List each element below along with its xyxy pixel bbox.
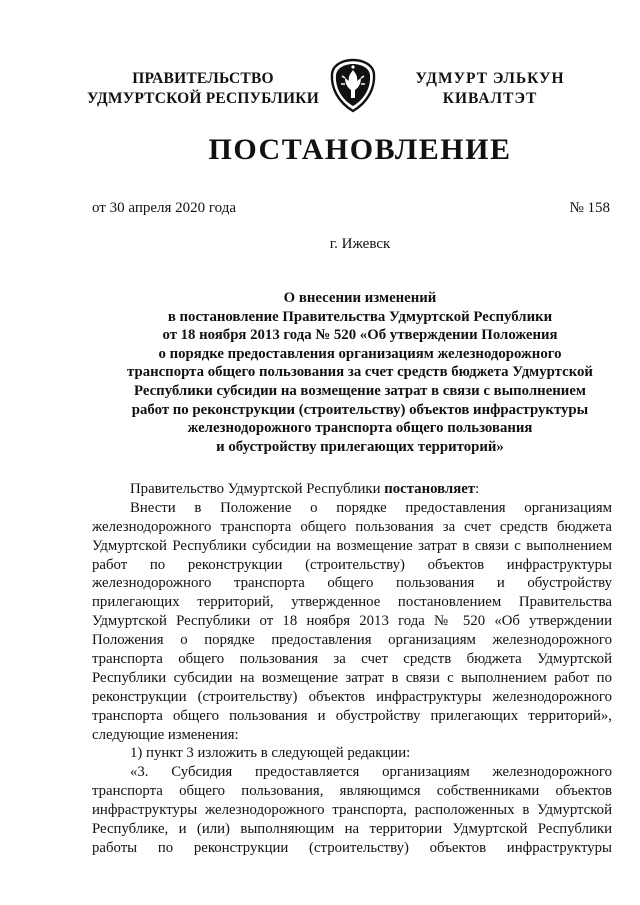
paragraph-line-last: следующие изменения:: [92, 726, 239, 743]
document-city: г. Ижевск: [329, 236, 391, 252]
document-type-title: ПОСТАНОВЛЕНИЕ: [208, 133, 512, 166]
coat-of-arms-icon: [328, 58, 378, 114]
paragraph-line: «3. Субсидия предоставляется организациям железнодорожного: [130, 764, 612, 781]
paragraph-line: транспорта общего пользования, являющимся собственниками объектов: [92, 783, 612, 800]
paragraph-line: Республике, и (или) выполняющим на территории Удмуртской Республики: [92, 821, 612, 838]
document-number: № 158: [569, 200, 610, 216]
intro-line: [92, 480, 612, 499]
paragraph-line: работ по реконструкции (строительству) объектов инфраструктуры: [92, 556, 612, 573]
paragraph-line: Положения о порядке предоставления организациям железнодорожного: [92, 632, 612, 649]
heading-line: работ по реконструкции (строительству) объектов инфраструктуры: [131, 401, 589, 418]
item-1-line: 1) пункт 3 изложить в следующей редакции:: [130, 745, 411, 762]
right-org-line-2: КИВАЛТЭТ: [442, 90, 538, 107]
paragraph-line: работы по реконструкции (строительству) объектов инфраструктуры: [92, 839, 612, 856]
paragraph-line: прилегающих территорий, утвержденное постановлением Правительства: [92, 594, 612, 611]
heading-line: в постановление Правительства Удмуртской Республики: [167, 308, 553, 325]
left-org-line-1: ПРАВИТЕЛЬСТВО: [132, 70, 274, 87]
heading-line: от 18 ноября 2013 года № 520 «Об утверждении Положения: [162, 327, 558, 344]
right-organization-name: [410, 69, 570, 109]
heading-line: Республики субсидии на возмещение затрат в связи с выполнением: [134, 382, 586, 399]
paragraph-line: железнодорожного транспорта общего пользования и обустройству: [92, 575, 612, 592]
intro-suffix: :: [475, 481, 480, 497]
intro-verb: постановляет: [384, 481, 476, 497]
paragraph-line: Удмуртской Республики от 18 ноября 2013 года № 520 «Об утверждении: [92, 613, 612, 630]
paragraph-line: Внести в Положение о порядке предоставления организациям: [130, 499, 612, 516]
heading-line: транспорта общего пользования за счет средств бюджета Удмуртской: [127, 364, 593, 381]
heading-line: железнодорожного транспорта общего пользования: [187, 420, 533, 437]
left-org-line-2: УДМУРТСКОЙ РЕСПУБЛИКИ: [87, 90, 319, 107]
document-heading: [70, 289, 640, 456]
left-organization-name: [78, 69, 328, 109]
paragraph-line: реконструкции (строительству) объектов инфраструктуры железнодорожного: [92, 688, 612, 705]
document-date: от 30 апреля 2020 года: [92, 200, 237, 216]
heading-line: о порядке предоставления организациям железнодорожного: [158, 345, 562, 362]
paragraph-line: Республики субсидии на возмещение затрат в связи с выполнением работ по: [92, 669, 612, 686]
heading-line: и обустройству прилегающих территорий»: [216, 438, 504, 455]
paragraph-line: инфраструктуры железнодорожного транспорта, расположенных в Удмуртской: [92, 802, 612, 819]
paragraph-line: транспорта общего пользования и обустройству прилегающих территорий»,: [92, 707, 612, 724]
paragraph-line: Удмуртской Республики субсидии на возмещение затрат в связи с выполнением: [92, 537, 612, 554]
document-body: [92, 480, 612, 858]
heading-line: О внесении изменений: [283, 290, 437, 306]
paragraph-line: транспорта общего пользования за счет средств бюджета Удмуртской: [92, 651, 612, 668]
right-org-line-1: УДМУРТ ЭЛЬКУН: [415, 70, 565, 87]
intro-prefix: Правительство Удмуртской Республики: [130, 481, 385, 497]
paragraph-line: железнодорожного транспорта общего пользования за счет средств бюджета: [92, 518, 612, 535]
